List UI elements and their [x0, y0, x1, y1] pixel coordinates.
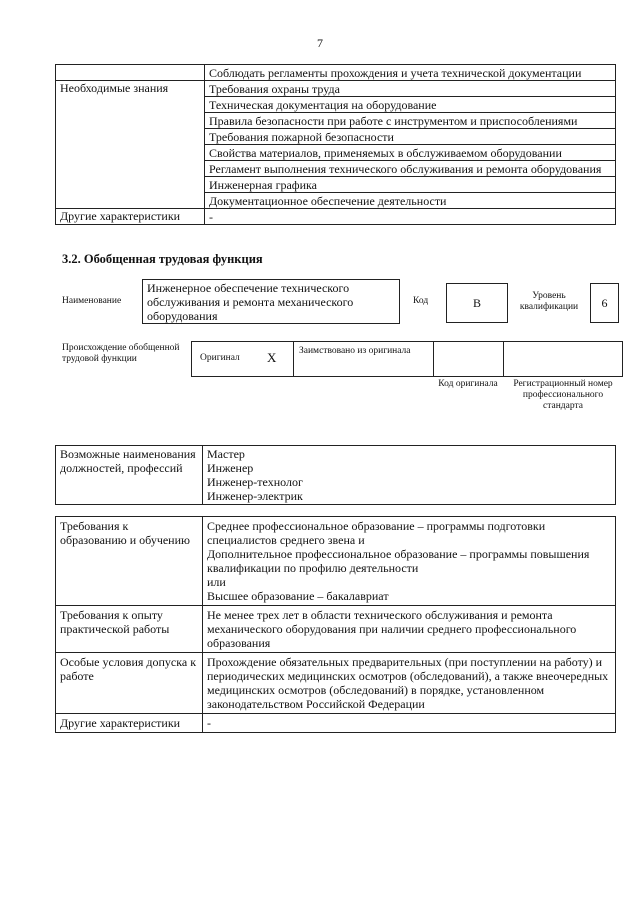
positions-list: [203, 446, 616, 505]
position-item: Инженер-электрик: [207, 489, 303, 503]
knowledge-item: Инженерная графика: [205, 177, 616, 193]
positions-table: [55, 445, 616, 505]
other-value: -: [205, 209, 616, 225]
section-title: 3.2. Обобщенная трудовая функция: [62, 252, 263, 266]
requirements-table: [55, 516, 616, 733]
original-mark: X: [267, 350, 277, 365]
knowledge-item: Документационное обеспечение деятельности: [205, 193, 616, 209]
origin-divider: [293, 341, 294, 377]
reg-caption: Регистрационный номер профессионального стандарта: [513, 379, 613, 411]
code-caption: Код оригинала: [438, 379, 498, 389]
knowledge-item: Правила безопасности при работе с инструментом и приспособлениями: [205, 113, 616, 129]
position-item: Мастер: [207, 447, 245, 461]
req-value: Прохождение обязательных предварительных (при поступлении на работу) и периодических медицинских осмотров (обследований), а также внеочередных медицинских осмотров (обследований) в порядке, установленном законодательством Российской Федерации: [203, 653, 616, 714]
name-label: Наименование: [62, 296, 122, 306]
knowledge-item: Требования пожарной безопасности: [205, 129, 616, 145]
origin-divider: [433, 341, 434, 377]
knowledge-item: Требования охраны труда: [205, 81, 616, 97]
borrowed-label: Заимствовано из оригинала: [299, 346, 411, 356]
code-value: B: [446, 283, 508, 323]
knowledge-item: Свойства материалов, применяемых в обслуживаемом оборудовании: [205, 145, 616, 161]
top-row-cell: Соблюдать регламенты прохождения и учета технической документации: [205, 65, 616, 81]
req-value: Среднее профессиональное образование – программы подготовки специалистов среднего звена и Дополнительное профессиональное образование – программы повышения квалификации по профилю деятельности или Высшее образование – бакалавриат: [203, 517, 616, 606]
original-label: Оригинал: [200, 353, 240, 363]
origin-divider: [503, 341, 504, 377]
name-value: Инженерное обеспечение технического обслуживания и ремонта механического оборудования: [142, 279, 400, 324]
origin-label: Происхождение обобщенной трудовой функции: [62, 343, 180, 364]
code-label: Код: [413, 296, 429, 306]
knowledge-table: [55, 64, 616, 225]
req-label: Особые условия допуска к работе: [56, 653, 203, 714]
other-label: Другие характеристики: [56, 209, 205, 225]
empty-label-cell: [56, 65, 205, 81]
page-number: 7: [317, 36, 323, 50]
knowledge-label: Необходимые знания: [56, 81, 205, 209]
knowledge-item: Регламент выполнения технического обслуживания и ремонта оборудования: [205, 161, 616, 177]
level-value: 6: [590, 283, 619, 323]
knowledge-item: Техническая документация на оборудование: [205, 97, 616, 113]
position-item: Инженер: [207, 461, 254, 475]
req-value: -: [203, 714, 616, 733]
req-label: Требования к опыту практической работы: [56, 606, 203, 653]
position-item: Инженер-технолог: [207, 475, 303, 489]
positions-label: Возможные наименования должностей, профессий: [56, 446, 203, 505]
req-label: Требования к образованию и обучению: [56, 517, 203, 606]
req-label: Другие характеристики: [56, 714, 203, 733]
level-label: Уровень квалификации: [519, 291, 579, 312]
req-value: Не менее трех лет в области технического обслуживания и ремонта механического оборудования при наличии среднего профессионального образования: [203, 606, 616, 653]
